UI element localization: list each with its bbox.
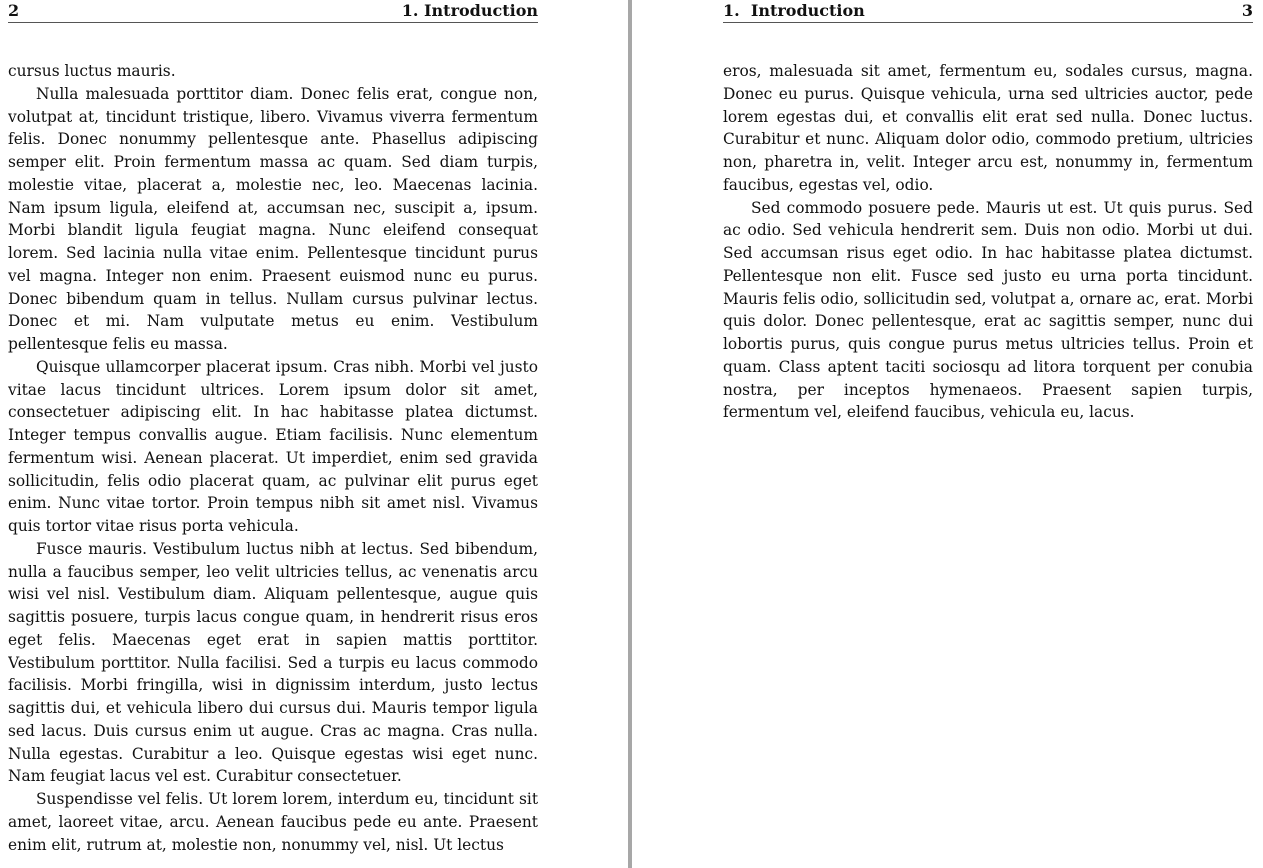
paragraph: Suspendisse vel felis. Ut lorem lorem, interdum eu, tincidunt sit amet, laoreet vitae, arcu. Aenean faucibus pede eu ante. Praesent enim elit, rutrum at, molestie non, nonummy vel, nisl. Ut lectus	[8, 790, 538, 854]
paragraph: cursus luctus mauris.	[8, 62, 176, 80]
left-body-text	[8, 60, 538, 856]
left-page	[8, 0, 538, 868]
left-running-head	[8, 0, 538, 23]
paragraph: eros, malesuada sit amet, fermentum eu, sodales cursus, magna. Donec eu purus. Quisque vehicula, urna sed ultricies auctor, pede lorem egestas dui, et convallis elit erat sed nulla. Donec luctus. Curabitur et nunc. Aliquam dolor odio, commodo pretium, ultricies non, pharetra in, velit. Integer arcu est, nonummy in, fermentum faucibus, egestas vel, odio.	[723, 62, 1253, 194]
right-running-title: 1. Introduction	[723, 1, 865, 20]
left-running-title: 1. Introduction	[401, 1, 538, 20]
paragraph: Nulla malesuada porttitor diam. Donec felis erat, congue non, volutpat at, tincidunt tristique, libero. Vivamus viverra fermentum felis. Donec nonummy pellentesque ante. Phasellus adipiscing semper elit. Proin fermentum massa ac quam. Sed diam turpis, molestie vitae, placerat a, molestie nec, leo. Maecenas lacinia. Nam ipsum ligula, eleifend at, accumsan nec, suscipit a, ipsum. Morbi blandit ligula feugiat magna. Nunc eleifend consequat lorem. Sed lacinia nulla vitae enim. Pellentesque tincidunt purus vel magna. Integer non enim. Praesent euismod nunc eu purus. Donec bibendum quam in tellus. Nullam cursus pulvinar lectus. Donec et mi. Nam vulputate metus eu enim. Vestibulum pellentesque felis eu massa.	[8, 84, 538, 353]
right-body-text	[723, 60, 1253, 424]
right-page-number: 3	[1241, 1, 1253, 20]
paragraph: Quisque ullamcorper placerat ipsum. Cras nibh. Morbi vel justo vitae lacus tincidunt ultrices. Lorem ipsum dolor sit amet, consectetuer adipiscing elit. In hac habitasse platea dictumst. Integer tempus convallis augue. Etiam facilisis. Nunc elementum fermentum wisi. Aenean placerat. Ut imperdiet, enim sed gravida sollicitudin, felis odio placerat quam, ac pulvinar elit purus eget enim. Nunc vitae tortor. Proin tempus nibh sit amet nisl. Vivamus quis tortor vitae risus porta vehicula.	[8, 357, 538, 535]
right-page	[723, 0, 1253, 868]
left-page-number: 2	[8, 1, 20, 20]
paragraph: Sed commodo posuere pede. Mauris ut est. Ut quis purus. Sed ac odio. Sed vehicula hendrerit sem. Duis non odio. Morbi ut dui. Sed accumsan risus eget odio. In hac habitasse platea dictumst. Pellentesque non elit. Fusce sed justo eu urna porta tincidunt. Mauris felis odio, sollicitudin sed, volutpat a, ornare ac, erat. Morbi quis dolor. Donec pellentesque, erat ac sagittis semper, nunc dui lobortis purus, quis congue purus metus ultricies tellus. Proin et quam. Class aptent taciti sociosqu ad litora torquent per conubia nostra, per inceptos hymenaeos. Praesent sapien turpis, fermentum vel, eleifend faucibus, vehicula eu, lacus.	[723, 198, 1253, 422]
right-running-head	[723, 0, 1253, 23]
page-divider	[628, 0, 632, 868]
paragraph: Fusce mauris. Vestibulum luctus nibh at lectus. Sed bibendum, nulla a faucibus semper, leo velit ultricies tellus, ac venenatis arcu wisi vel nisl. Vestibulum diam. Aliquam pellentesque, augue quis sagittis posuere, turpis lacus congue quam, in hendrerit risus eros eget felis. Maecenas eget erat in sapien mattis porttitor. Vestibulum porttitor. Nulla facilisi. Sed a turpis eu lacus commodo facilisis. Morbi fringilla, wisi in dignissim interdum, justo lectus sagittis dui, et vehicula libero dui cursus dui. Mauris tempor ligula sed lacus. Duis cursus enim ut augue. Cras ac magna. Cras nulla. Nulla egestas. Curabitur a leo. Quisque egestas wisi eget nunc. Nam feugiat lacus vel est. Curabitur consectetuer.	[8, 539, 538, 786]
